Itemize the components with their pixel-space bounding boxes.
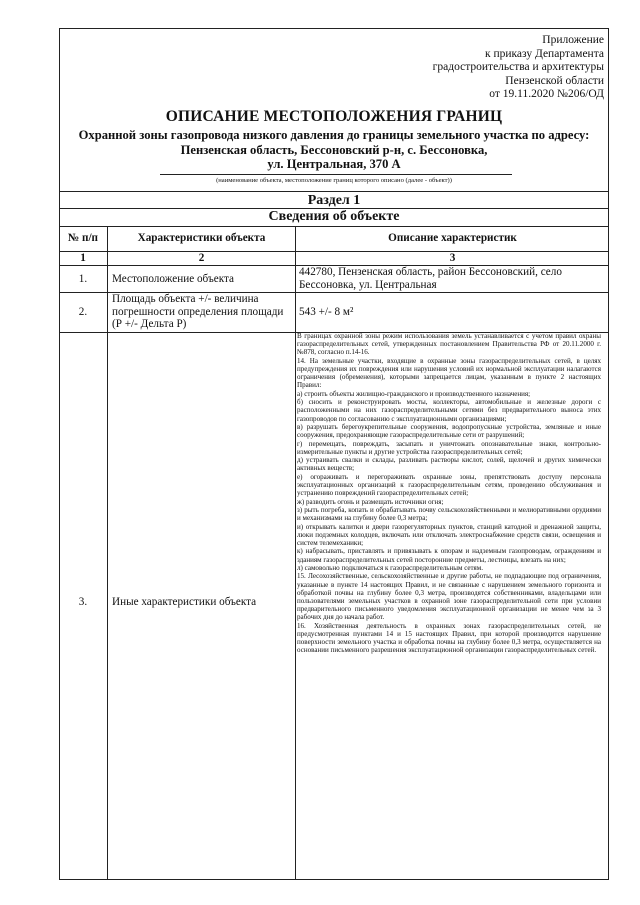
table-row-num: 2. [78,306,88,318]
section-title: Раздел 1 [307,193,361,208]
table-row-name-line: погрешности определения площади [112,305,284,318]
table-column-divider [295,226,296,880]
object-name-line: ул. Центральная, 370 А [267,157,401,171]
divider [59,191,609,192]
appendix-line: градостроительства и архитектуры [432,61,604,73]
table-row-name: Местоположение объекта [112,273,234,285]
table-row-num: 1. [78,273,88,285]
table-row-desc-line: 442780, Пензенская область, район Бессоновский, село [299,266,562,278]
desc-paragraph: е) огораживать и перегораживать охранные зоны, препятствовать доступу персонала эксплуатационных организаций к газораспределительным сетям, проведению обслуживания и устранению повреждений газораспределительных сетей; [297,472,601,498]
desc-paragraph: 14. На земельные участки, входящие в охранные зоны газораспределительных сетей, в целях предупреждения их повреждения или нарушения условий их нормальной эксплуатации налагаются ограничения (обременения), которыми запрещается лицам, указанным в пункте 2 настоящих Правил: [297,356,601,390]
table-row-name-line: (Р +/- Дельта Р) [112,318,187,330]
table-row-desc-line: Бессоновка, ул. Центральная [299,278,437,291]
table-row-desc: 543 +/- 8 м² [299,306,354,318]
appendix-line: от 19.11.2020 №206/ОД [489,88,604,100]
table-row-name: Иные характеристики объекта [112,596,257,608]
appendix-block [433,34,604,102]
desc-paragraph: В границах охранной зоны режим использования земель устанавливается с учетом правил охраны газораспределительных сетей, утвержденных постановлением Правительства РФ от 20.11.2000 г. №878, согласно п.14-16. [297,332,601,357]
desc-paragraph: д) устраивать свалки и склады, разливать растворы кислот, солей, щелочей и других химически активных веществ; [297,456,601,473]
table-row-num: 3. [78,596,88,608]
desc-paragraph: г) перемещать, повреждать, засыпать и уничтожать опознавательные знаки, контрольно-измерительные пункты и другие устройства газораспределительных сетей; [297,439,601,456]
object-name-caption: (наименование объекта, местоположение границ которого описано (далее - объект)) [216,177,452,184]
desc-paragraph: и) открывать калитки и двери газорегуляторных пунктов, станций катодной и дренажной защиты, люки подземных колодцев, включать или отключать электроснабжение средств связи, освещения и систем телемеханики; [297,522,601,547]
document-title: ОПИСАНИЕ МЕСТОПОЛОЖЕНИЯ ГРАНИЦ [165,108,503,125]
table-row-desc [299,266,604,291]
object-name-line: Пензенская область, Бессоновский р-н, с. Бессоновка, [180,142,488,157]
appendix-line: Приложение [542,34,604,46]
table-header-description: Описание характеристик [388,232,517,244]
appendix-line: к приказу Департамента [485,47,604,60]
table-header-characteristic: Характеристики объекта [137,232,266,244]
desc-paragraph: 15. Лесохозяйственные, сельскохозяйственные и другие работы, не подпадающие под ограничения, указанные в пункте 14 настоящих Правил, и не связанные с нарушением земельного горизонта и обработкой почвы на глубину более 0,3 метра, производятся собственниками, владельцами или пользователями земельных участков в охранной зоне газораспределительной сети при условии предварительного письменного уведомления эксплуатационной организации не менее чем за 3 рабочих дня до начала работ. [297,572,601,622]
desc-paragraph: к) набрасывать, приставлять и привязывать к опорам и надземным газопроводам, ограждениям и зданиям газораспределительных сетей посторонние предметы, лестницы, влезать на них; [297,547,601,564]
desc-paragraph: в) разрушать берегоукрепительные сооружения, водопропускные устройства, земляные и иные сооружения, предохраняющие газораспределительные сети от разрушений; [297,422,601,440]
table-column-divider [107,226,108,880]
object-name-underline [160,174,512,175]
desc-paragraph: а) строить объекты жилищно-гражданского и производственного назначения; [297,389,531,398]
table-row-desc-text [297,332,601,655]
desc-paragraph: ж) разводить огонь и размещать источники огня; [297,497,444,506]
table-row-name [112,293,294,331]
desc-paragraph: л) самовольно подключаться к газораспределительным сетям. [297,563,484,572]
table-row-name-line: Площадь объекта +/- величина [112,293,259,305]
object-name [62,128,606,172]
divider [59,226,609,227]
object-name-line: Охранной зоны газопровода низкого давления до границы земельного участка по адресу: [78,128,590,142]
desc-paragraph: б) сносить и реконструировать мосты, коллекторы, автомобильные и железные дороги с расположенными на них газораспределительными сетями без предварительного выноса этих газопроводов по согласованию с эксплуатационными организациями; [297,398,601,423]
table-header-num: № п/п [67,232,99,244]
desc-paragraph: 16. Хозяйственная деятельность в охранных зонах газораспределительных сетей, не предусмотренная пунктами 14 и 15 настоящих Правил, при которой производится нарушение поверхности земельного участка и обработка почвы на глубину более 0,3 метра, осуществляется на основании письменного разрешения эксплуатационной организации газораспределительных сетей. [297,621,601,655]
table-col-number: 1 [80,252,86,264]
table-col-number: 2 [198,252,205,264]
desc-paragraph: з) рыть погреба, копать и обрабатывать почву сельскохозяйственными и мелиоративными орудиями и механизмами на глубину более 0,3 метра; [297,505,601,523]
section-subtitle: Сведения об объекте [268,209,400,224]
appendix-line: Пензенской области [505,74,604,87]
table-col-number: 3 [449,252,456,264]
